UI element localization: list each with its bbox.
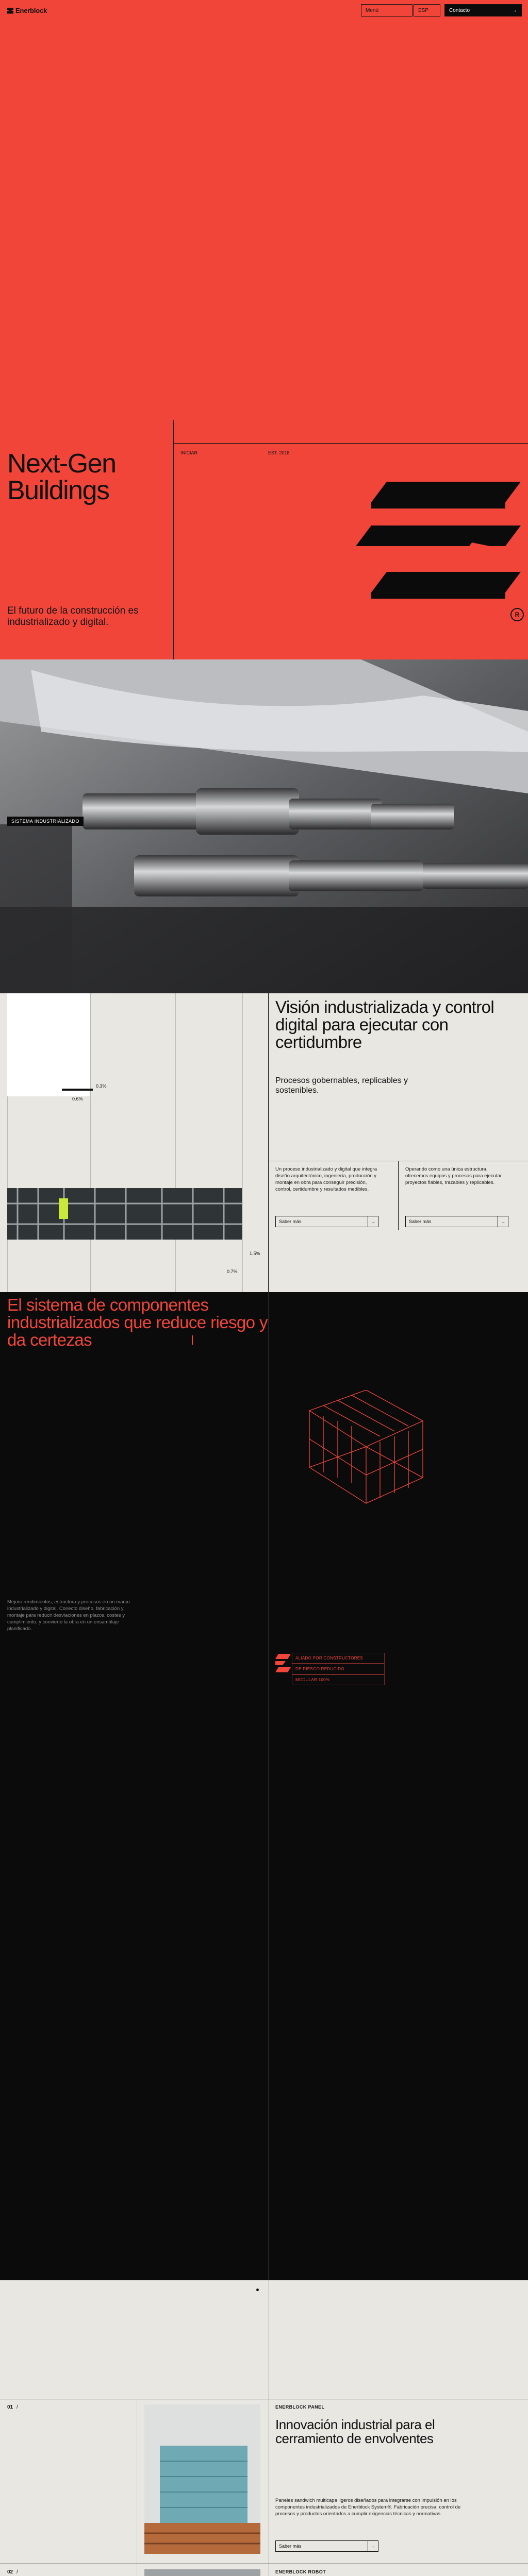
vision-col-divider — [398, 1161, 399, 1230]
vision-col-1: Un proceso industrializado y digital que integra diseño arquitectónico, ingeniería, producción y montaje en obra para conseguir precisión, control, certidumbre y resultados medibles. — [275, 1166, 377, 1192]
components-title: El sistema de componentes industrializados que reduce riesgo y da certezas — [7, 1295, 268, 1349]
brand-name: Enerblock — [15, 7, 47, 14]
components-list-item: ALIADO POR CONSTRUCTORES — [292, 1653, 385, 1664]
contact-label: Contacto — [449, 7, 470, 13]
button-label: Saber más — [279, 1219, 302, 1224]
scroll-dot-icon — [256, 2289, 259, 2291]
grid-line — [268, 2564, 269, 2576]
vision-divider — [268, 993, 269, 1292]
brand-mark-icon — [7, 8, 13, 14]
grid-line — [175, 993, 176, 1292]
vision-more-button-2[interactable] — [405, 1216, 508, 1227]
robot-image-section — [0, 659, 528, 993]
button-label: Saber más — [409, 1219, 432, 1224]
contact-button[interactable] — [444, 4, 522, 16]
robot-section-tag: SISTEMA INDUSTRIALIZADO — [7, 817, 84, 826]
vision-more-button-1[interactable] — [275, 1216, 378, 1227]
product-row — [0, 2399, 528, 2564]
arrow-right-icon: → — [498, 1216, 508, 1227]
components-divider — [268, 1292, 269, 2280]
product-slash: / — [16, 2404, 18, 2410]
registered-icon: R — [510, 608, 524, 621]
components-list-item: DE RIESGO REDUCIDO — [292, 1664, 385, 1674]
text-cursor — [192, 1335, 193, 1345]
hero-subtitle: El futuro de la construcción es industrializado y digital. — [7, 605, 139, 628]
grid-line — [242, 993, 243, 1292]
wireframe-building-model — [299, 1390, 428, 1509]
site-header — [0, 0, 528, 21]
chart-label: 1.5% — [250, 1251, 260, 1256]
construction-photo — [7, 1188, 242, 1240]
product-kicker: ENERBLOCK ROBOT — [275, 2569, 326, 2574]
hero-meta-right: EST. 2018 — [268, 450, 290, 455]
grid-line — [268, 2399, 269, 2564]
product-panel-photo — [144, 2404, 260, 2554]
product-kicker: ENERBLOCK PANEL — [275, 2404, 325, 2410]
product-more-button[interactable] — [275, 2540, 378, 2552]
components-description: Mejoro rendimientos, estructura y procesos en un marco industrializado y digital. Conecto diseño, fabricación y montaje para reducir desviaciones en plazos, costes y cumplimiento, y convierto la obra en un ensamblaje planificado. — [7, 1599, 130, 1632]
chart-label: 0.6% — [72, 1096, 83, 1101]
chart-bar — [62, 1089, 93, 1091]
arrow-right-icon: → — [368, 1216, 378, 1227]
hero-rule — [173, 443, 528, 444]
menu-button[interactable]: Menú — [361, 4, 412, 16]
vision-lead: Procesos gobernables, replicables y sostenibles. — [275, 1076, 408, 1095]
enerblock-red-mark-icon — [275, 1653, 291, 1673]
button-label: Saber más — [279, 2544, 302, 2549]
brand-logo[interactable] — [7, 7, 47, 14]
industrial-robot-photo — [0, 659, 528, 993]
vision-col-2: Operando como una única estructura, ofrecemos equipos y procesos para ejecutar proyectos fiables, trazables y replicables. — [405, 1166, 502, 1185]
components-list-item: MODULAR 100% — [292, 1674, 385, 1685]
arrow-right-icon: → — [368, 2541, 378, 2551]
chart-label: 0.7% — [227, 1269, 238, 1274]
enerblock-isometric-logo — [356, 477, 526, 631]
spacer-section — [0, 2280, 528, 2399]
vision-section — [0, 993, 528, 1292]
grid-line — [268, 2280, 269, 2399]
product-number: 01 — [7, 2404, 13, 2410]
arrow-right-icon: → — [512, 7, 517, 13]
product-slash: / — [16, 2569, 18, 2575]
white-panel — [7, 993, 90, 1096]
hero-section — [0, 0, 528, 659]
hero-title: Next-Gen Buildings — [7, 449, 116, 505]
product-number: 02 — [7, 2569, 13, 2575]
product-robot-photo — [144, 2569, 260, 2576]
language-button[interactable]: ESP — [414, 4, 440, 16]
product-description: Paneles sandwich multicapa ligeros diseñados para integrarse con impulsión en los componentes industrializados de Enerblock System®. Fabricación precisa, control de procesos y productos orientados a cumplir exigencias técnicas y normativas. — [275, 2498, 461, 2517]
hero-meta-left: INICIAR — [180, 450, 198, 455]
product-row — [0, 2564, 528, 2576]
product-title: Innovación industrial para el cerramiento de envolventes — [275, 2417, 435, 2446]
chart-label: 0.3% — [96, 1083, 107, 1089]
vision-title: Visión industrializada y control digital para ejecutar con certidumbre — [275, 997, 494, 1052]
hero-divider — [173, 420, 174, 659]
grid-line — [90, 993, 91, 1292]
components-section — [0, 1292, 528, 2280]
